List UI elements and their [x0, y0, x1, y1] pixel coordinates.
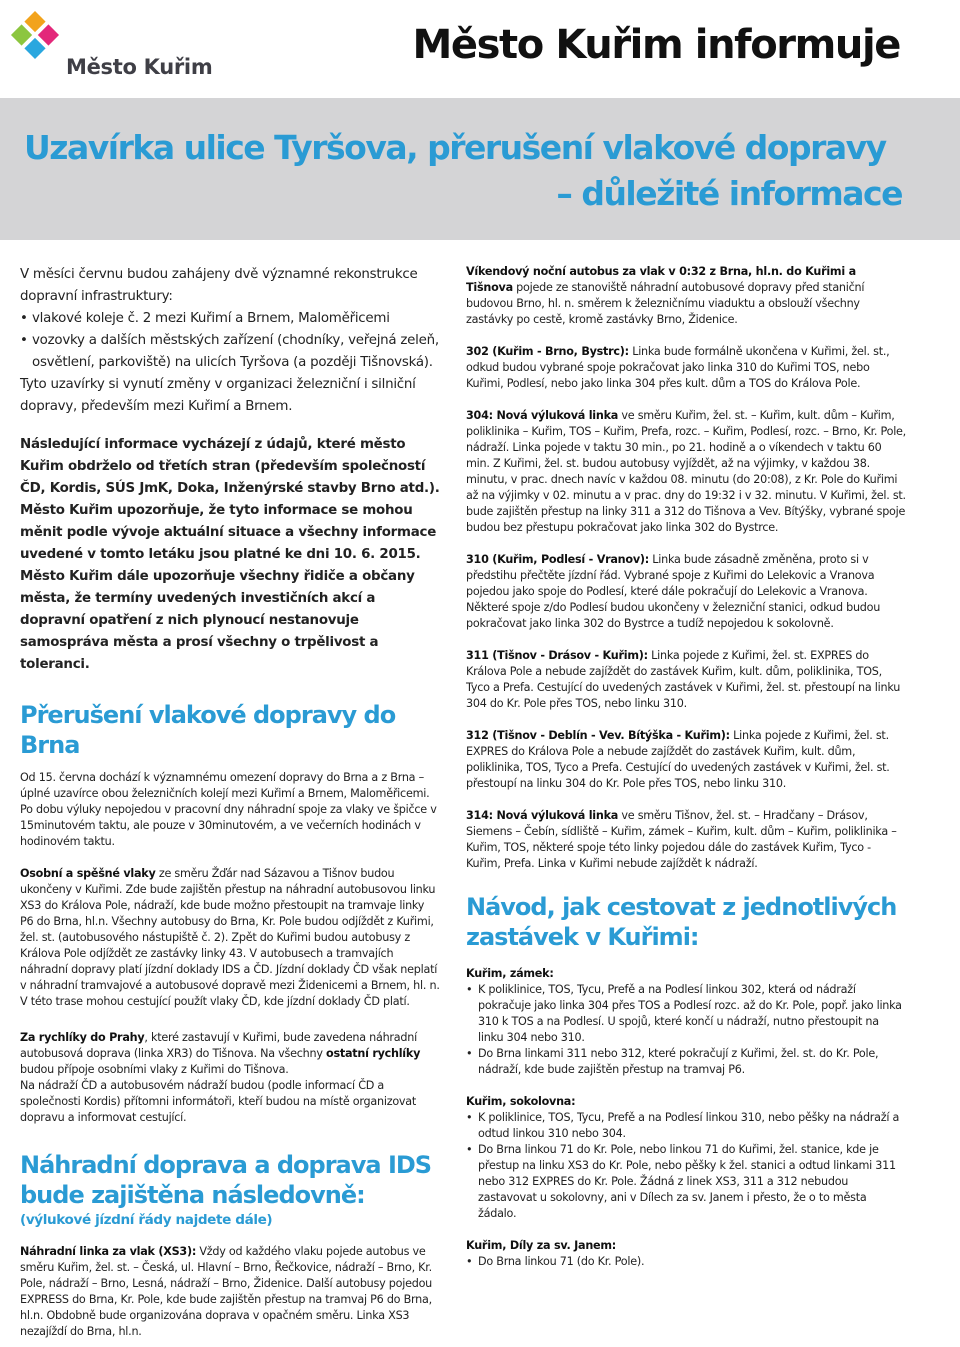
line-314-paragraph — [466, 808, 906, 872]
headline-line-2: – důležité informace — [556, 174, 902, 213]
list-item: • K poliklinice, TOS, Tycu, Prefě a na Podlesí linkou 302, která od nádraží pokračuje jako linka 304 přes TOS a Podlesí rozc. až do Kr. Pole, popř. jako linka 310 k TOS a na Podlesí. U spojů, které končí u nádraží, nutno přestoupit na linku 304 nebo 310. — [466, 982, 906, 1046]
line-311-bold: 311 (Tišnov - Drásov - Kuřim): — [466, 649, 648, 662]
line-314-bold: 314: Nová výluková linka — [466, 809, 619, 822]
replacement-text: Vždy od každého vlaku pojede autobus ve směru Kuřim, žel. st. – Česká, ul. Hlavní – Brno, Řečkovice, nádraží – Brno, Kr. Pole, nádraží – Brno, Lesná, nádraží – Brno, Židenice. Další autobusy pojedou EXPRESS do Brna, Kr. Pole, kde bude zajištěn přestup na tramvaj P6 do Brna, hl.n. Obdobně bude organizována doprava v opačném směru. Linka XS3 nezajíždí do Brna, hl.n. — [20, 1245, 433, 1338]
stop-title-sokolovna: Kuřim, sokolovna: — [466, 1095, 576, 1108]
section-heading-guide-2: zastávek v Kuřimi: — [466, 923, 699, 951]
section-heading-guide-1: Návod, jak cestovat z jednotlivých — [466, 893, 897, 921]
notice-paragraph — [20, 434, 440, 676]
line-312-bold: 312 (Tišnov - Deblín - Vev. Bítýška - Kuřim): — [466, 729, 730, 742]
line-304-paragraph — [466, 408, 906, 536]
night-bus-bold: Víkendový noční autobus za vlak v 0:32 z Brna, hl.n. do Kuřimi a Tišnova — [466, 265, 856, 294]
train-paragraph-4: Na nádraží ČD a autobusovém nádraží budou (podle informací ČD a společnosti Kordis) přítomni informátoři, kteří budou na místě organizovat dopravu a informovat cestující. — [20, 1079, 417, 1124]
logo-text: Město Kuřim — [66, 55, 213, 79]
replacement-paragraph — [20, 1244, 440, 1340]
guide-stop-title — [466, 966, 906, 982]
section-subheading-replacement: (výlukové jízdní řády najdete dále) — [20, 1212, 273, 1228]
line-312-paragraph — [466, 728, 906, 792]
line-304-text: ve směru Kuřim, žel. st. – Kuřim, kult. dům – Kuřim, poliklinika – Kuřim, TOS – Kuřim, Prefa, rozc. – Kuřim, Podlesí, rozc. – Brno, Kr. Pole, nádraží. Linka pojede v taktu 30 min., po 21. hodině a o víkendech v taktu 60 min. Z Kuřimi, žel. st. budou autobusy vyjíždět, až na výjimky, v každou 38. minutu, v prac. dnech navíc v každou 08. minutu (do 20:08), z Kr. Pole do Kuřimi až na výjimky v 02. minutu a v prac. dny do 19:32 i v 32. minutu. V Kuřimi, žel. st. bude zajištěn přestup na linky 311 a 312 do Tišnova a Vev. Bítýšky, vybrané spoje budou bez přestupu pokračovat jako linka 302 do Bystrce. — [466, 409, 906, 534]
guide-list-sokolovna — [466, 1110, 906, 1222]
list-item: • Do Brna linkou 71 (do Kr. Pole). — [466, 1254, 906, 1270]
line-310-paragraph — [466, 552, 906, 632]
stop-title-zamek: Kuřim, zámek: — [466, 967, 554, 980]
train-paragraph-2 — [20, 866, 440, 1010]
right-column — [466, 264, 906, 1270]
night-bus-text: pojede ze stanoviště náhradní autobusové dopravy před staniční budovou Brno, hl. n. směrem k železničnímu viaduktu a obslouží všechny zastávky po cestě, kromě zastávky Brno, Židenice. — [466, 281, 865, 326]
train-p3-bold-1: Za rychlíky do Prahy — [20, 1031, 145, 1044]
guide-list-dily — [466, 1254, 906, 1270]
train-p3-bold-2: ostatní rychlíky — [326, 1047, 421, 1060]
line-302-paragraph — [466, 344, 906, 392]
section-heading-train: Přerušení vlakové dopravy do Brna — [20, 701, 396, 759]
intro-paragraph: V měsíci červnu budou zahájeny dvě významné rekonstrukce dopravní infrastruktury: — [20, 267, 418, 304]
line-314-text: ve směru Tišnov, žel. st. – Hradčany – Drásov, Siemens – Čebín, sídliště – Kuřim, zámek – Kuřim, kult. dům – Kuřim, poliklinika – Kuřim, TOS, některé spoje této linky pojedou dále do zastávek Kuřim, Tyco - Kuřim, Prefa. Linka v Kuřimi nebude zajíždět k nádraží. — [466, 809, 897, 870]
guide-list-zamek — [466, 982, 906, 1078]
train-p2-bold: Osobní a spěšné vlaky — [20, 867, 156, 880]
line-302-text: Linka bude formálně ukončena v Kuřimi, žel. st., odkud budou vybrané spoje pokračovat jako linka 310 do Kuřimi TOS, nebo Kuřimi, Podlesí, nebo jako linka 304 přes kult. dům a TOS do Králova Pole. — [466, 345, 890, 390]
list-item: • vlakové koleje č. 2 mezi Kuřimí a Brnem, Maloměřicemi — [20, 308, 440, 330]
section-heading-replacement-2: bude zajištěna následovně: — [20, 1181, 365, 1209]
train-paragraph-1: Od 15. června dochází k významnému omezení dopravy do Brna a z Brna – úplné uzavírce obou železničních kolejí mezi Kuřimí a Brnem, Maloměřicemi. Po dobu výluky nepojedou v pracovní dny náhradní spoje za vlaky ve špičce v 15minutovém taktu, ale pouze v 30minutovém, a ve večerních hodinách v hodinovém taktu. — [20, 771, 437, 848]
train-p3-text-a: , které zastavují v Kuřimi, bude zavedena náhradní autobusová doprava (linka XR3) do Tišnova. Na všechny — [20, 1031, 417, 1060]
guide-stop-title — [466, 1238, 906, 1254]
city-logo — [8, 8, 218, 88]
train-p3-text-b: budou přípoje osobními vlaky z Kuřimi do Tišnova. — [20, 1063, 289, 1076]
headline-line-1: Uzavírka ulice Tyršova, přerušení vlakové dopravy — [24, 128, 886, 167]
list-item: • Do Brna linkou 71 do Kr. Pole, nebo linkou 71 do Kuřimi, žel. stanice, kde je přestup na linku XS3 do Kr. Pole, nebo pěšky k žel. stanici a odtud linkami 311 nebo 312 EXPRES do Kr. Pole. Žádná z linek XS3, 311 a 312 nebudou zastavovat u sokolovny, ani v Dílech za sv. Janem i přesto, že o to města žádalo. — [466, 1142, 906, 1222]
train-paragraph-3 — [20, 1030, 440, 1078]
night-bus-paragraph — [466, 264, 906, 328]
stop-title-dily: Kuřim, Díly za sv. Janem: — [466, 1239, 617, 1252]
section-heading-replacement-1: Náhradní doprava a doprava IDS — [20, 1151, 432, 1179]
page-title: Město Kuřim informuje — [412, 22, 900, 68]
train-p2-text: ze směru Žďár nad Sázavou a Tišnov budou ukončeny v Kuřimi. Zde bude zajištěn přestup na náhradní autobusovou linku XS3 do Králova Pole, nádraží, kde bude možno přestoupit na tramvaje linky P6 do Brna, hl.n. Všechny autobusy do Brna, Kr. Pole budou odjíždět z Kuřimi, žel. st. (autobusového nástupiště č. 2). Zpět do Kuřimi budou autobusy z Králova Pole odjíždět ze zastávky linky 43. V autobusech a tramvajích náhradní dopravy platí jízdní doklady IDS a ČD. Jízdní doklady ČD však neplatí v náhradní tramvajové a autobusové dopravě mezi Židenicemi a Brnem, hl. n. V této trase mohou cestující použít vlaky ČD, kde jízdní doklady ČD platí. — [20, 867, 440, 1008]
line-310-bold: 310 (Kuřim, Podlesí - Vranov): — [466, 553, 649, 566]
guide-stop-title — [466, 1094, 906, 1110]
line-302-bold: 302 (Kuřim - Brno, Bystrc): — [466, 345, 629, 358]
line-312-text: Linka pojede z Kuřimi, žel. st. EXPRES do Králova Pole a nebude zajíždět do zastávek Kuřim, kult. dům, poliklinika, TOS, Tyco a Prefa. Cestující do uvedených zastávek v Kuřimi, žel. st. přestoupí na linku 304 do Kr. Pole přes TOS, nebo linku 310. — [466, 729, 890, 790]
list-item: • vozovky a dalších městských zařízení (chodníky, veřejná zeleň, osvětlení, parkoviště) na ulicích Tyršova (a později Tišnovská). — [20, 330, 440, 374]
line-304-bold: 304: Nová výluková linka — [466, 409, 619, 422]
list-item: • Do Brna linkami 311 nebo 312, které pokračují z Kuřimi, žel. st. do Kr. Pole, nádraží, kde bude zajištěn přestup na tramvaj P6. — [466, 1046, 906, 1078]
left-column — [20, 264, 440, 1340]
line-311-paragraph — [466, 648, 906, 712]
list-item: • K poliklinice, TOS, Tycu, Prefě a na Podlesí linkou 310, nebo pěšky na nádraží a odtud linkou 310 nebo 304. — [466, 1110, 906, 1142]
intro-paragraph-2: Tyto uzavírky si vynutí změny v organizaci železniční i silniční dopravy, především mezi Kuřimí a Brnem. — [20, 377, 416, 414]
page-header — [0, 0, 960, 98]
intro-list — [20, 308, 440, 374]
line-310-text: Linka bude zásadně změněna, proto si v předstihu přečtěte jízdní řád. Vybrané spoje z Kuřimi do Lelekovic a Vranova pojedou jako spoje do Podlesí, které dále pokračují do Lelekovic a Vranova. Některé spoje z/do Podlesí budou ukončeny v železniční stanici, odkud budou pokračovat jako linka 302 do Bystrce a tudíž nepojedou k sokolovně. — [466, 553, 881, 630]
replacement-bold: Náhradní linka za vlak (XS3): — [20, 1245, 197, 1258]
logo-mark-icon — [8, 8, 62, 62]
headline-banner — [0, 98, 960, 240]
line-311-text: Linka pojede z Kuřimi, žel. st. EXPRES do Králova Pole a nebude zajíždět do zastávek Kuřim, kult. dům, poliklinika, TOS, Tyco a Prefa. Cestující do uvedených zastávek v Kuřimi, žel. st. přestoupí na linku 304 do Kr. Pole přes TOS, nebo linku 310. — [466, 649, 901, 710]
notice-text: Následující informace vycházejí z údajů, které město Kuřim obdrželo od třetích stran (především společností ČD, Kordis, SÚS JmK, Doka, Inženýrské stavby Brno atd.). Město Kuřim upozorňuje, že tyto informace se mohou měnit podle vývoje aktuální situace a všechny informace uvedené v tomto letáku jsou platné ke dni 10. 6. 2015. Město Kuřim dále upozorňuje všechny řidiče a občany města, že termíny uvedených investičních akcí a dopravní opatření z nich plynoucí nestanovuje samospráva města a prosí všechny o trpělivost a toleranci. — [20, 437, 440, 672]
